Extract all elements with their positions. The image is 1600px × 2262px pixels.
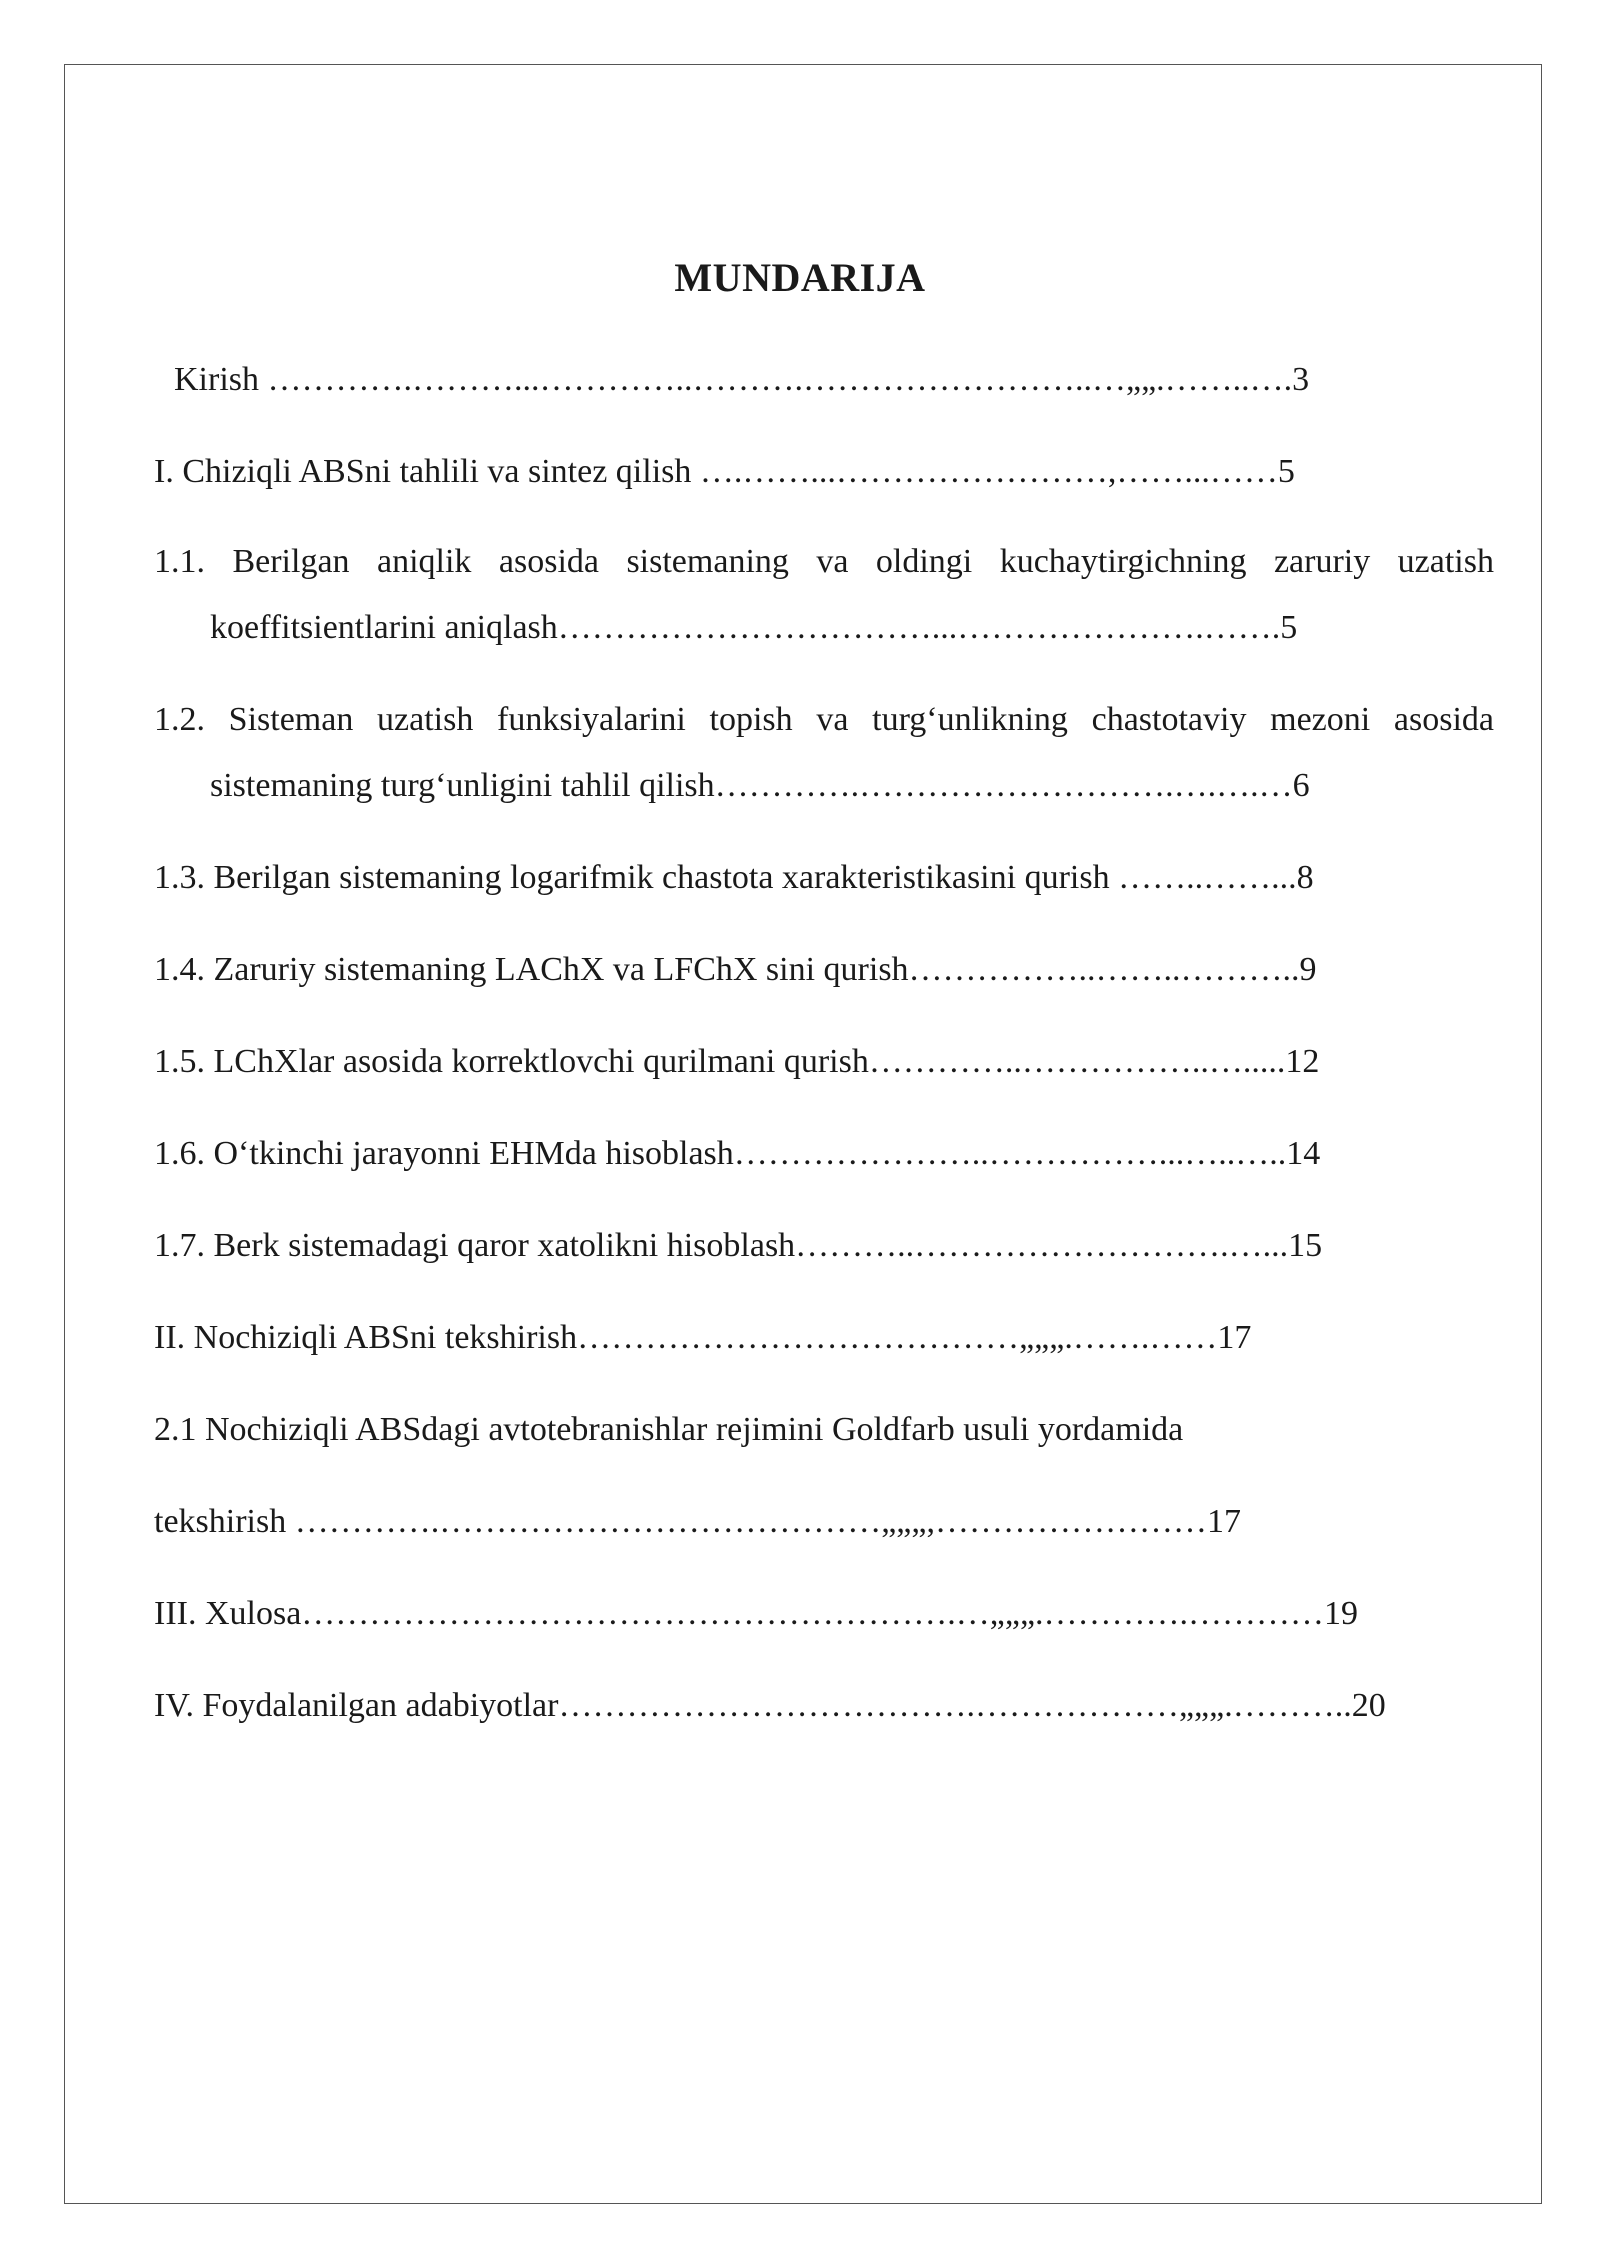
document-title: MUNDARIJA [674,255,926,300]
toc-entry-section-1: I. Chiziqli ABSni tahlili va sintez qilish ….……...……………………,……...……5 [154,453,1295,490]
toc-entry-1-1 [154,542,1494,648]
toc-entry-1-6: 1.6. O‘tkinchi jarayonni EHMda hisoblash…………………..……………...…..…..14 [154,1135,1321,1172]
toc-entry-1-5: 1.5. LChXlar asosida korrektlovchi qurilmani qurish…………..……………..….....12 [154,1043,1320,1080]
toc-entry-kirish: Kirish ………….………...…………..……….……………………..…„„.……..….3 [174,361,1310,398]
toc-entry-section-3: III. Xulosa………………………………………………….…„„„.………….…………19 [154,1595,1359,1632]
toc-entry-section-4: IV. Foydalanilgan adabiyotlar……………………………….………………„„„.………..20 [154,1687,1386,1724]
toc-entry-1-1-line2: koeffitsientlarini aniqlash……………………………...………………….…….5 [210,609,1298,646]
toc-entry-1-2 [154,700,1494,806]
toc-entry-1-3: 1.3. Berilgan sistemaning logarifmik chastota xarakteristikasini qurish ……..……...8 [154,859,1314,896]
toc-entry-1-2-line1: 1.2. Sisteman uzatish funksiyalarini topish va turg‘unlikning chastotaviy mezoni asosida [154,701,1494,738]
toc-entry-section-2: II. Nochiziqli ABSni tekshirish…………………………………„„„.…….……17 [154,1319,1252,1356]
toc-entry-2-1-line2: tekshirish ………….…………………………………„„„,……………………17 [154,1503,1241,1540]
toc-entry-2-1-line1: 2.1 Nochiziqli ABSdagi avtotebranishlar rejimini Goldfarb usuli yordamida [154,1411,1184,1448]
toc-entry-1-4: 1.4. Zaruriy sistemaning LAChX va LFChX sini qurish……………..……..………..9 [154,951,1317,988]
toc-entry-1-1-line1: 1.1. Berilgan aniqlik asosida sistemaning va oldingi kuchaytirgichning zaruriy uzatish [154,543,1494,580]
toc-entry-1-7: 1.7. Berk sistemadagi qaror xatolikni hisoblash………..……………………….…...15 [154,1227,1323,1264]
toc-entry-1-2-line2: sistemaning turg‘unligini tahlil qilish………….……………………….….….…6 [210,767,1310,804]
